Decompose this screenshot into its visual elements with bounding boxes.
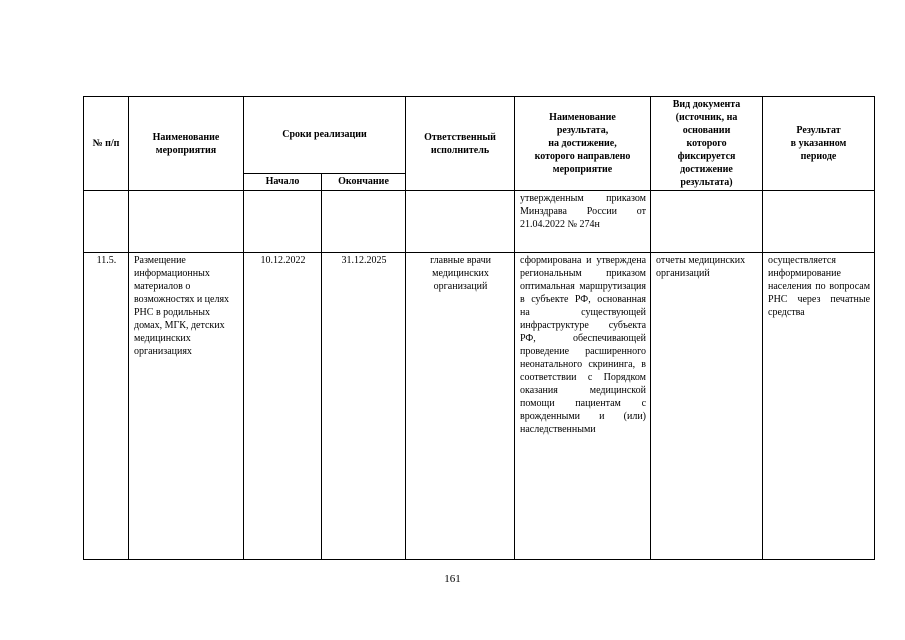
table-row (84, 253, 875, 560)
cont-name (129, 191, 244, 253)
cont-period-result (763, 191, 875, 253)
row-end-date: 31.12.2025 (322, 253, 406, 560)
row-period-result: осуществляется информирование населения по вопросам РНС через печатные средства (763, 253, 875, 560)
header-activity-name: Наименование мероприятия (129, 97, 244, 191)
row-activity-name: Размещение информационных материалов о возможностях и целях РНС в родильных домах, МГК, детских медицинских организациях (129, 253, 244, 560)
header-row-1 (84, 97, 875, 174)
row-executor: главные врачи медицинских организаций (406, 253, 515, 560)
row-num: 11.5. (84, 253, 129, 560)
cont-start (244, 191, 322, 253)
row-result-name: сформирована и утверждена региональным приказом оптимальная маршрутизация в субъекте РФ, основанная на существующей инфраструктуре субъекта РФ, обеспечивающей проведение расширенного неонатального скрининга, в соответствии с Порядком оказания медицинской помощи пациентам с врожденными и (или) наследственными (515, 253, 651, 560)
cont-document-type (651, 191, 763, 253)
row-document-type: отчеты медицинских организаций (651, 253, 763, 560)
header-terms: Сроки реализации (244, 97, 406, 174)
header-executor: Ответственный исполнитель (406, 97, 515, 191)
header-num: № п/п (84, 97, 129, 191)
header-end: Окончание (322, 173, 406, 190)
page-number: 161 (444, 573, 461, 585)
row-start-date: 10.12.2022 (244, 253, 322, 560)
cont-num (84, 191, 129, 253)
header-start: Начало (244, 173, 322, 190)
header-period-result: Результат в указанном периоде (763, 97, 875, 191)
header-document-type: Вид документа (источник, на основании которого фиксируется достижение результата) (651, 97, 763, 191)
cont-executor (406, 191, 515, 253)
cont-end (322, 191, 406, 253)
activity-plan-table (83, 96, 875, 560)
header-result-name: Наименование результата, на достижение, которого направлено мероприятие (515, 97, 651, 191)
continuation-row (84, 191, 875, 253)
cont-result-name: утвержденным приказом Минздрава России от 21.04.2022 № 274н (515, 191, 651, 253)
